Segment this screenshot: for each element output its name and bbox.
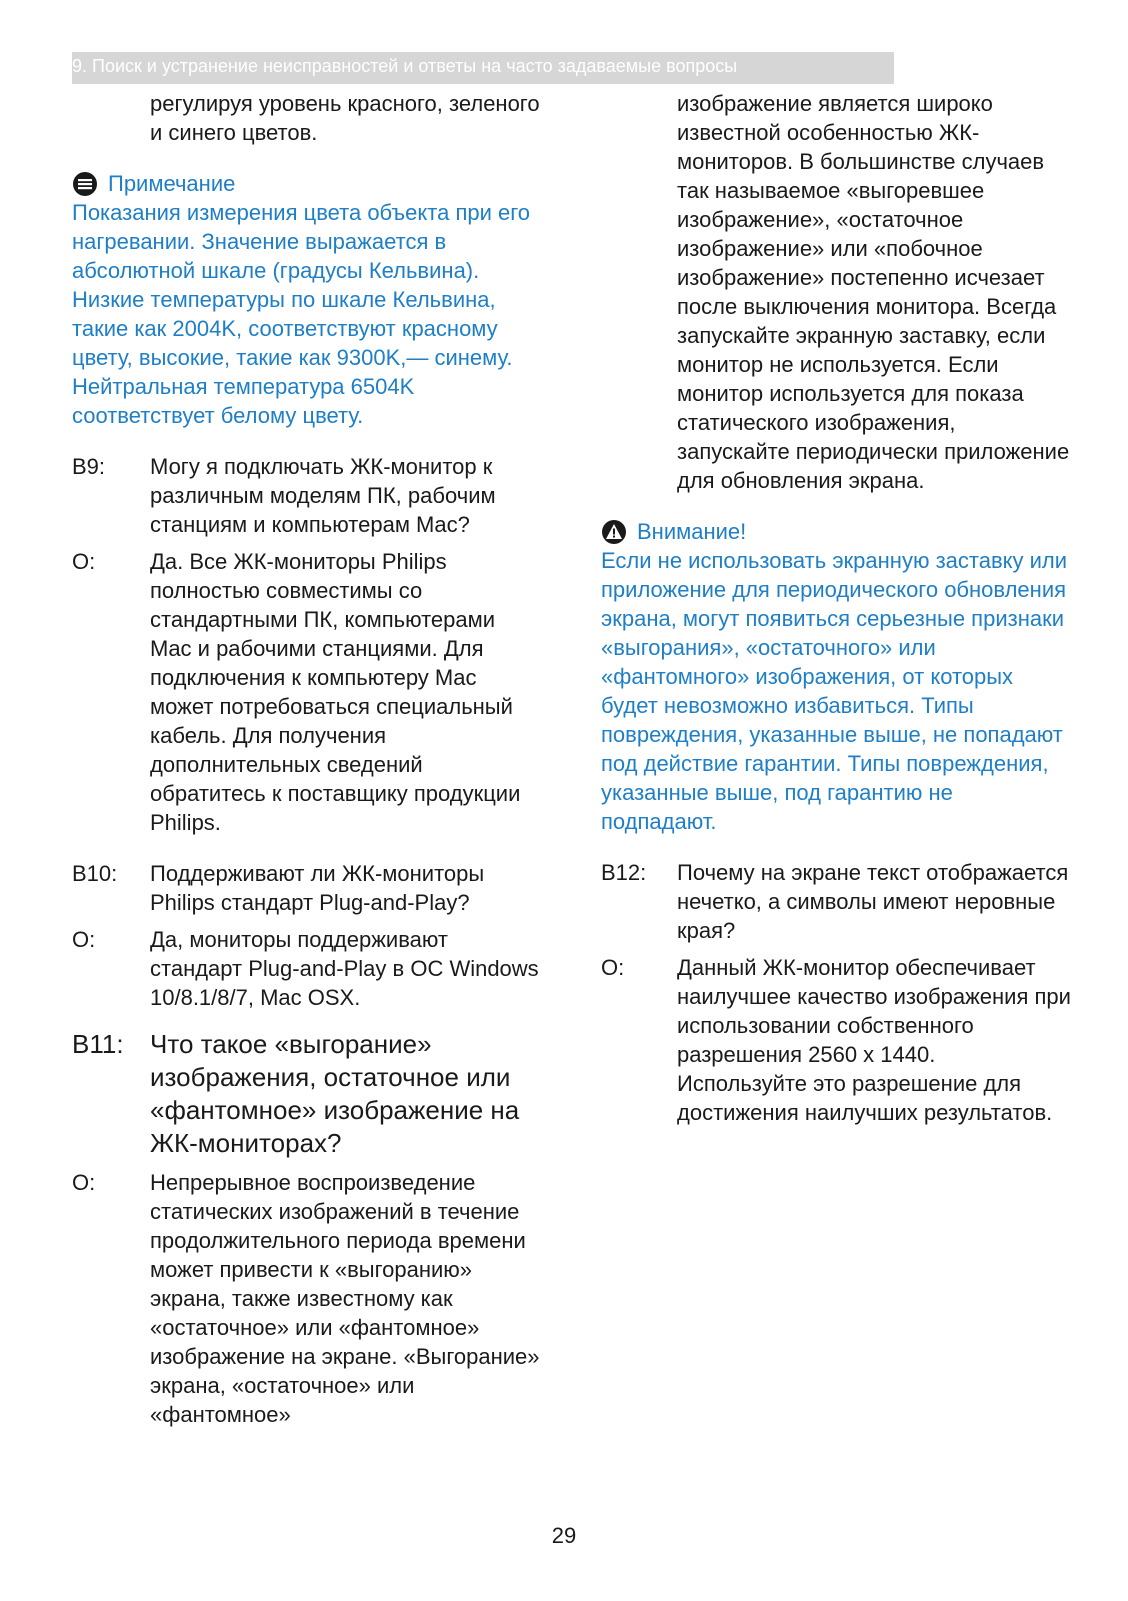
answer-9 xyxy=(72,547,542,837)
answer-continuation: изображение является широко известной особенностью ЖК-мониторов. В большинстве случаев так называемое «выгоревшее изображение», «остаточное изображение» или «побочное изображение» постепенно исчезает после выключения монитора. Всегда запускайте экранную заставку, если монитор не используется. Если монитор используется для показа статического изображения, запускайте периодически приложение для обновления экрана. xyxy=(677,91,1070,493)
question-label: В9: xyxy=(72,454,106,479)
question-text: Что такое «выгорание» изображения, остаточное или «фантомное» изображение на ЖК-мониторах? xyxy=(150,1029,520,1158)
answer-continuation: регулируя уровень красного, зеленого и синего цветов. xyxy=(150,91,540,145)
answer-text: Данный ЖК-монитор обеспечивает наилучшее качество изображения при использовании собственного разрешения 2560 x 1440. Используйте это разрешение для достижения наилучших результатов. xyxy=(677,955,1071,1125)
answer-12 xyxy=(601,953,1071,1127)
question-9 xyxy=(72,452,542,539)
left-column xyxy=(72,89,542,1429)
answer-label: О: xyxy=(72,927,96,952)
answer-label: О: xyxy=(72,1170,96,1195)
question-10 xyxy=(72,859,542,917)
question-12 xyxy=(601,858,1071,945)
answer-label: О: xyxy=(72,549,96,574)
right-column xyxy=(601,89,1071,1127)
question-label: В10: xyxy=(72,861,118,886)
question-text: Могу я подключать ЖК-монитор к различным моделям ПК, рабочим станциям и компьютерам Mac? xyxy=(150,454,496,537)
note-title: Примечание xyxy=(108,171,236,196)
warning-header xyxy=(601,517,1071,546)
answer-text: Непрерывное воспроизведение статических изображений в течение продолжительного периода времени может привести к «выгоранию» экрана, также известному как «остаточное» или «фантомное» изображение на экране. «Выгорание» экрана, «остаточное» или «фантомное» xyxy=(150,1170,540,1427)
answer-11 xyxy=(72,1168,542,1429)
answer-text: Да. Все ЖК-мониторы Philips полностью совместимы со стандартными ПК, компьютерами Mac и рабочими станциями. Для подключения к компьютеру Mac может потребоваться специальный кабель. Для получения дополнительных сведений обратитесь к поставщику продукции Philips. xyxy=(150,549,521,835)
question-label: В12: xyxy=(601,860,647,885)
note-header xyxy=(72,169,542,198)
question-text: Поддерживают ли ЖК-мониторы Philips стандарт Plug-and-Play? xyxy=(150,861,485,915)
question-11 xyxy=(72,1028,542,1160)
answer-10 xyxy=(72,925,542,1012)
warning-icon xyxy=(601,519,627,545)
note-body: Показания измерения цвета объекта при его нагревании. Значение выражается в абсолютной шкале (градусы Кельвина). Низкие температуры по шкале Кельвина, такие как 2004K, соответствуют красному цвету, высокие, такие как 9300K,— синему. Нейтральная температура 6504K соответствует белому цвету. xyxy=(72,200,531,428)
page-number: 29 xyxy=(551,1523,577,1548)
note-icon xyxy=(72,171,98,197)
warning-title: Внимание! xyxy=(637,519,747,544)
warning-body: Если не использовать экранную заставку или приложение для периодического обновления экрана, могут появиться серьезные признаки «выгорания», «остаточного» или «фантомного» изображения, от которых будет невозможно избавиться. Типы повреждения, указанные выше, не попадают под действие гарантии. Типы повреждения, указанные выше, под гарантию не подпадают. xyxy=(601,548,1068,834)
question-text: Почему на экране текст отображается нечетко, а символы имеют неровные края? xyxy=(677,860,1069,943)
question-label: В11: xyxy=(72,1029,124,1059)
answer-label: О: xyxy=(601,955,625,980)
section-header: 9. Поиск и устранение неисправностей и ответы на часто задаваемые вопросы xyxy=(72,56,738,76)
answer-text: Да, мониторы поддерживают стандарт Plug-and-Play в ОС Windows 10/8.1/8/7, Mac OSX. xyxy=(150,927,539,1010)
